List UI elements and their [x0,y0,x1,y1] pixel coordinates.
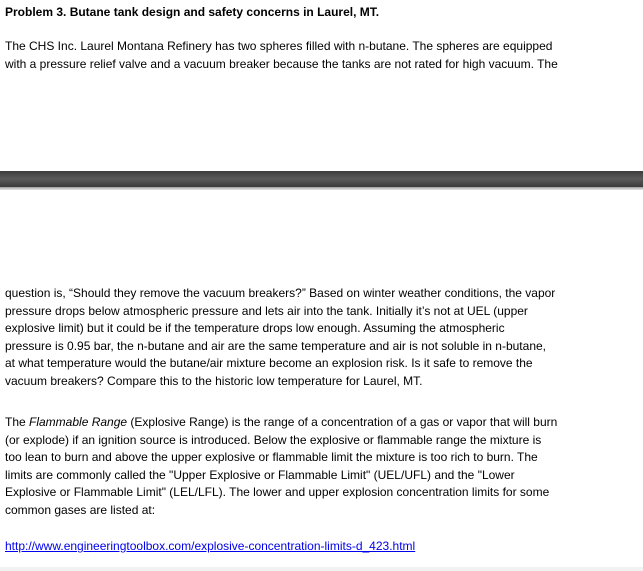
flammable-line: too lean to burn and above the upper explosive or flammable limit the mixture is too rich to burn. The [5,450,538,464]
page-break-shadow [0,187,643,190]
flammable-line: limits are commonly called the "Upper Explosive or Flammable Limit" (UEL/UFL) and the "Lower [5,467,515,482]
flammable-line [5,414,635,432]
line-rest-text: (Explosive Range) is the range of a concentration of a gas or vapor that will burn [127,415,558,429]
flammable-line: Explosive or Flammable Limit" (LEL/LFL). The lower and upper explosion concentration limits for some [5,485,550,499]
intro-line: The CHS Inc. Laurel Montana Refinery has two spheres filled with n-butane. The spheres are equipped [5,39,553,53]
flammable-range-paragraph [5,414,635,519]
question-line: question is, “Should they remove the vacuum breakers?” Based on winter weather conditions, the vapor [5,286,556,300]
problem-title: Problem 3. Butane tank design and safety concerns in Laurel, MT. [5,5,380,19]
intro-paragraph [5,38,635,73]
lead-in-text: The [5,415,30,429]
question-line: pressure drops below atmospheric pressure and lets air into the tank. Initially it’s not at UEL (upper [5,303,528,318]
question-line: at what temperature would the butane/air mixture become an explosion risk. Is it safe to remove the [5,356,533,370]
flammable-line: (or explode) if an ignition source is introduced. Below the explosive or flammable range the mixture is [5,432,542,447]
intro-line: with a pressure relief valve and a vacuum breaker because the tanks are not rated for high vacuum. The [5,56,558,71]
flammable-line: common gases are listed at: [5,502,156,517]
question-line: explosive limit) but it could be if the temperature drops low enough. Assuming the atmospheric [5,321,505,335]
question-line: vacuum breakers? Compare this to the historic low temperature for Laurel, MT. [5,373,423,388]
flammable-range-term: Flammable Range [29,415,128,429]
question-line: pressure is 0.95 bar, the n-butane and air are the same temperature and air is not soluble in n-butane, [5,338,546,353]
page-bottom-edge [0,567,643,571]
question-paragraph [5,285,635,390]
engineering-toolbox-link[interactable]: http://www.engineeringtoolbox.com/explosive-concentration-limits-d_423.html [5,539,416,553]
page-break-divider [0,171,643,187]
